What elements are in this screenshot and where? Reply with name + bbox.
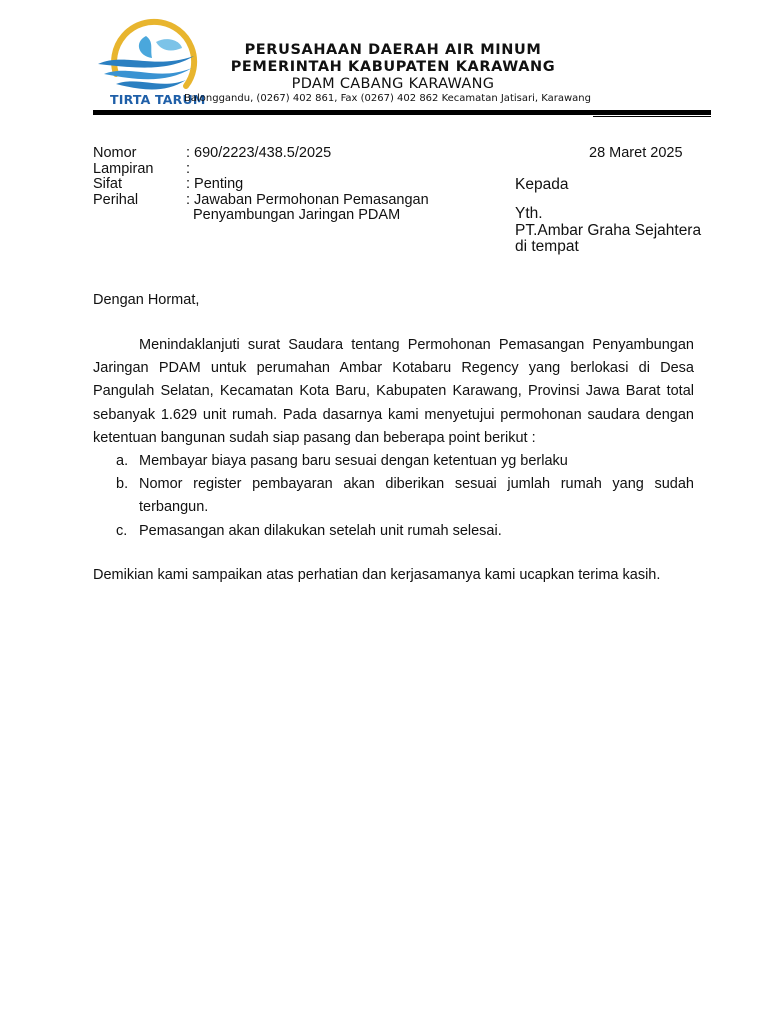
perihal-value-line2: Penyambungan Jaringan PDAM xyxy=(193,207,401,223)
greeting: Dengan Hormat, xyxy=(93,292,200,308)
list-item-text: Nomor register pembayaran akan diberikan sesuai jumlah rumah yang sudah terbangun. xyxy=(139,476,694,516)
requirements-list xyxy=(93,450,694,543)
letterhead-divider-thin xyxy=(593,116,711,117)
nomor-label: Nomor xyxy=(93,145,137,161)
sifat-value: : Penting xyxy=(186,176,244,192)
letterhead-title: PERUSAHAAN DAERAH AIR MINUM xyxy=(244,42,542,58)
recipient-place: di tempat xyxy=(515,238,579,255)
perihal-value-line1: : Jawaban Permohonan Pemasangan xyxy=(186,192,429,208)
letterhead-divider-thick xyxy=(93,110,711,115)
perihal-label: Perihal xyxy=(93,192,139,208)
logo-text: TIRTA TARUM xyxy=(110,92,206,107)
list-marker: b. xyxy=(116,476,129,493)
letterhead-branch: PDAM CABANG KARAWANG xyxy=(291,76,495,92)
list-marker: a. xyxy=(116,453,129,469)
nomor-value: : 690/2223/438.5/2025 xyxy=(186,145,332,161)
list-marker: c. xyxy=(116,522,128,539)
letterhead-address: Balonggandu, (0267) 402 861, Fax (0267) 402 862 Kecamatan Jatisari, Karawang xyxy=(184,93,591,104)
recipient-yth: Yth. xyxy=(515,205,543,222)
recipient-kepada: Kepada xyxy=(515,176,569,193)
lampiran-value: : xyxy=(186,161,191,177)
list-item-text: Pemasangan akan dilakukan setelah unit rumah selesai. xyxy=(139,522,502,539)
sifat-label: Sifat xyxy=(93,176,123,192)
letterhead-subtitle: PEMERINTAH KABUPATEN KARAWANG xyxy=(230,59,556,75)
list-item xyxy=(93,473,694,519)
closing-sentence: Demikian kami sampaikan atas perhatian dan kerjasamanya kami ucapkan terima kasih. xyxy=(93,567,661,583)
lampiran-label: Lampiran xyxy=(93,161,154,177)
list-item xyxy=(93,520,694,543)
list-item-text: Membayar biaya pasang baru sesuai dengan ketentuan yg berlaku xyxy=(139,453,568,469)
letter-date: 28 Maret 2025 xyxy=(589,145,683,161)
list-item xyxy=(93,450,694,473)
recipient-name: PT.Ambar Graha Sejahtera xyxy=(515,222,702,239)
body-paragraph: Menindaklanjuti surat Saudara tentang Permohonan Pemasangan Penyambungan Jaringan PDAM untuk perumahan Ambar Kotabaru Regency yang berlokasi di Desa Pangulah Selatan, Kecamatan Kota Baru, Kabupaten Karawang, Provinsi Jawa Barat total sebanyak 1.629 unit rumah. Pada dasarnya kami menyetujui permohonan saudara dengan ketentuan bangunan sudah siap pasang dan beberapa point berikut : xyxy=(93,337,694,446)
